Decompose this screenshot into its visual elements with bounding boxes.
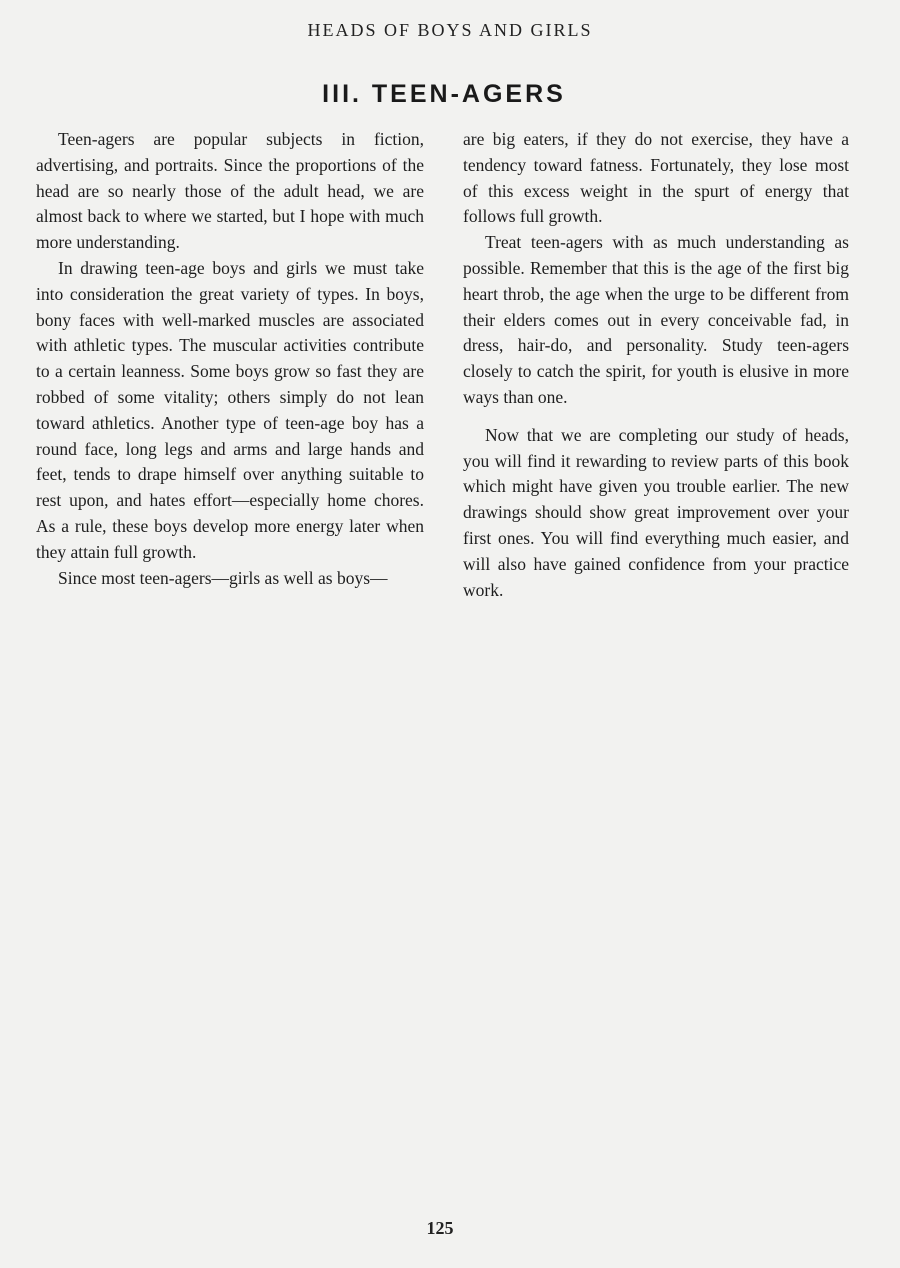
running-head: HEADS OF BOYS AND GIRLS bbox=[307, 20, 593, 40]
paragraph: Now that we are completing our study of heads, you will find it rewarding to review parts of this book which might have given you trouble earlier. The new drawings should show great improvement over your first ones. You will find everything much easier, and will also have gained confidence from your practice work. bbox=[463, 424, 849, 600]
paragraph-continuation: are big eaters, if they do not exercise, they have a tendency toward fatness. Fortunately, they lose most of this excess weight in the spurt of energy that follows full growth. bbox=[463, 129, 849, 227]
left-column bbox=[36, 127, 424, 591]
paragraph: Treat teen-agers with as much understanding as possible. Remember that this is the age of the first big heart throb, the age when the urge to be different from their elders comes out in every conceivable fad, in dress, hair-do, and personality. Study teen-agers closely to catch the spirit, for youth is elusive in more ways than one. bbox=[463, 232, 849, 407]
page-number: 125 bbox=[426, 1218, 454, 1238]
paragraph: In drawing teen-age boys and girls we must take into consideration the great variety of types. In boys, bony faces with well-marked muscles are associated with athletic types. The muscular activities contribute to a certain leanness. Some boys grow so fast they are robbed of some vitality; others simply do not lean toward athletics. Another type of teen-age boy has a round face, long legs and arms and large hands and feet, tends to drape himself over anything suitable to rest upon, and hates effort—especially home chores. As a rule, these boys develop more energy later when they attain full growth. bbox=[36, 257, 424, 562]
chapter-title: III. TEEN-AGERS bbox=[322, 80, 566, 108]
paragraph: Teen-agers are popular subjects in fiction, advertising, and portraits. Since the proportions of the head are so nearly those of the adult head, we are almost back to where we started, but I hope with much more understanding. bbox=[36, 129, 424, 253]
paragraph: Since most teen-agers—girls as well as boys— bbox=[58, 567, 388, 588]
right-column bbox=[463, 127, 849, 603]
